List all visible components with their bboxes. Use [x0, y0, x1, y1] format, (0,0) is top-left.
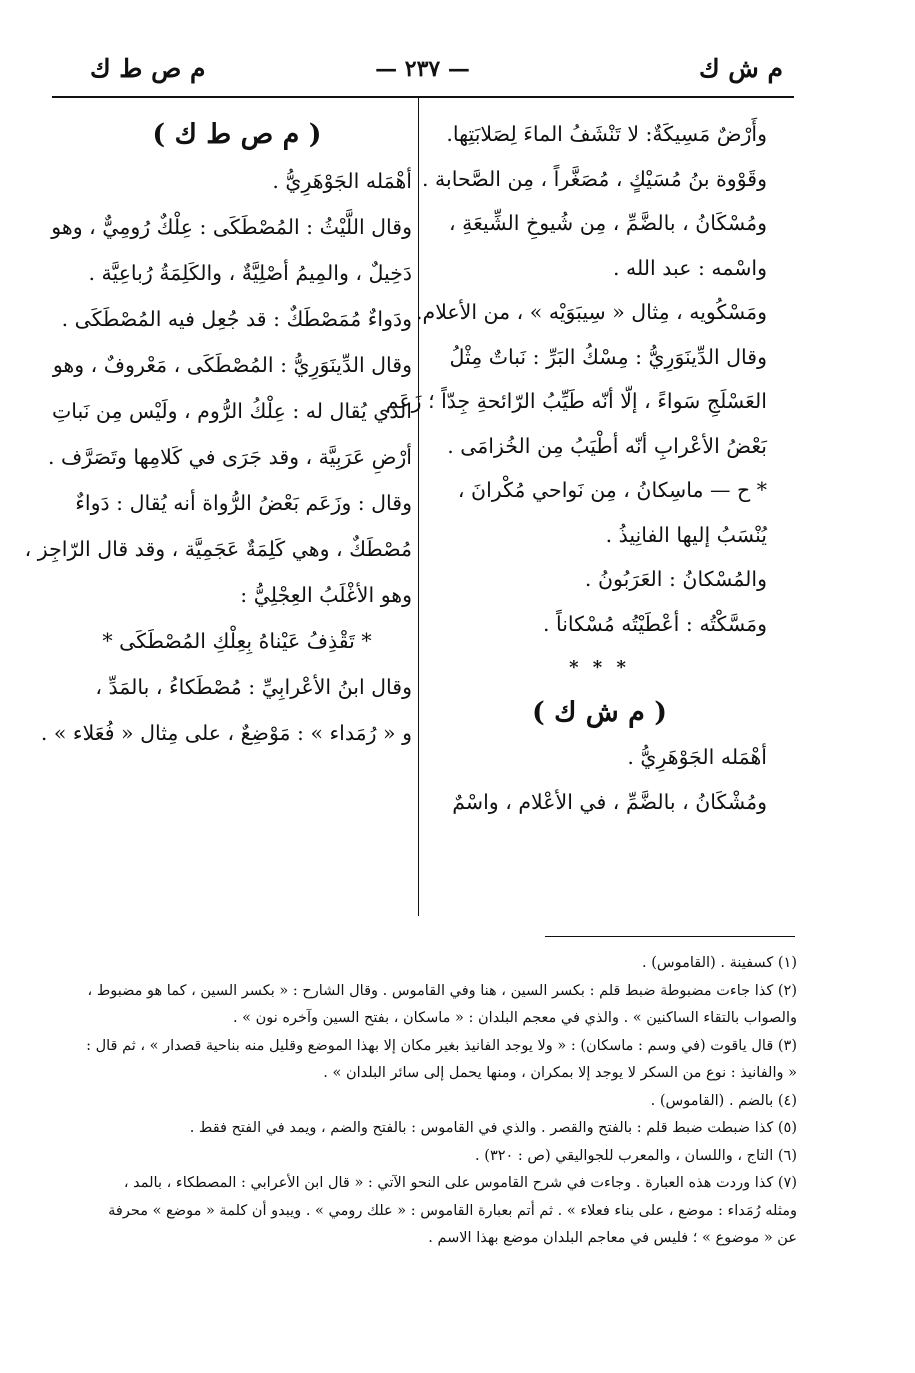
footnote-line: (١) كسفينة . (القاموس) .	[642, 955, 797, 971]
footnote-line: (٦) التاج ، واللسان ، والمعرب للجواليقي (ص : ٣٢٠) .	[475, 1147, 797, 1164]
footnote-line: « والفانيذ : نوع من السكر لا يوجد إلا بمكران ، ومنها يحمل إلى سائر البلدان » .	[323, 1065, 797, 1081]
footnote-line: (٧) كذا وردت هذه العبارة . وجاءت في شرح القاموس على النحو الآتي : « قال ابن الأعرابي : المصطكاء ، بالمد ،	[123, 1175, 797, 1191]
text-line: دَخِيلٌ ، والمِيمُ أصْلِيَّةٌ ، والكَلِمَةُ رُباعِيَّة .	[88, 261, 412, 285]
footnote-line: (٢) كذا جاءت مضبوطة ضبط قلم : بكسر السين ، هنا وفي القاموس . وقال الشارح : « بكسر السين ، كما هو مضبوط ،	[87, 982, 797, 999]
text-line: بَعْضُ الأعْرابِ أنّه أطْيَبُ مِن الخُزامَى .	[447, 433, 767, 458]
text-line: وقال ابنُ الأعْرابِيِّ : مُصْطَكاءُ ، بالمَدِّ ،	[95, 675, 412, 699]
entry-heading: ( م ص ط ك )	[152, 119, 322, 150]
text-line: ومَسْكُويه ، مِثال « سِيبَوَيْه » ، من الأعلام.	[415, 300, 767, 324]
text-line: أهْمَله الجَوْهَرِيُّ .	[627, 745, 767, 769]
text-line: مُصْطَكٌ ، وهي كَلِمَةٌ عَجَمِيَّة ، وقد قال الرّاجِز ،	[24, 537, 412, 561]
text-line: وقَوْوة بنُ مُسَيْكٍ ، مُصَغَّراً ، مِن الصَّحابة .	[422, 166, 767, 191]
header-root-right: م ش ك	[698, 54, 783, 83]
text-line: يُنْسَبُ إليها الفانِيذُ .	[605, 522, 767, 547]
verse-line: * تَقْذِفُ عَيْناهُ بِعِلْكِ المُصْطَكَى *	[102, 629, 372, 653]
text-line: الذي يُقال له : عِلْكُ الرُّوم ، ولَيْس مِن نَباتِ	[51, 399, 412, 423]
text-line: والمُسْكانُ : العَرَبُونُ .	[584, 567, 767, 591]
footnote-line: ومثله رُمَداء : موضع ، على بناء فعلاء » . ثم أتم بعبارة القاموس : « علك رومي » . ويبدو أن كلمة « موضع » محرفة	[108, 1202, 797, 1219]
left-column	[24, 112, 412, 756]
text-line: وقال اللَّيْثُ : المُصْطَكَى : عِلْكٌ رُومِيٌّ ، وهو	[51, 215, 412, 239]
footnote-line: والصواب بالتقاء الساكنين » . والذي في معجم البلدان : « ماسكان ، بفتح السين وآخره نون » .	[232, 1010, 797, 1026]
text-line: أرْضِ عَرَبِيَّة ، وقد جَرَى في كَلامِها وتَصَرَّف .	[47, 445, 412, 469]
footnotes	[52, 950, 797, 1253]
section-separator: * * *	[569, 657, 630, 678]
text-line: و « رُمَداء » : مَوْضِعٌ ، على مِثال « فُعَلاء » .	[40, 721, 412, 745]
text-line: واسْمه : عبد الله .	[612, 255, 767, 280]
text-line: وقال : وزَعَم بَعْضُ الرُّواة أنه يُقال : دَواءٌ	[75, 491, 412, 515]
footnote-rule	[545, 936, 795, 937]
text-line: وقال الدِّينَوَرِيُّ : المُصْطَكَى ، مَعْروفٌ ، وهو	[52, 353, 412, 377]
right-column	[385, 112, 767, 824]
text-line: ومُشْكَانُ ، بالضَّمِّ ، في الأعْلام ، واسْمٌ	[452, 789, 767, 814]
text-line: ومَسَّكْتُه : أعْطَيْتُه مُسْكاناً .	[542, 611, 767, 636]
text-line: ودَواءٌ مُمَصْطَكٌ : قد جُعِل فيه المُصْطَكَى .	[61, 307, 412, 331]
header-root-left: م ص ط ك	[90, 54, 206, 83]
text-line: وقال الدِّينَوَرِيُّ : مِسْكُ البَرِّ : نَباتٌ مِثْلُ	[449, 344, 767, 369]
text-line: * ح — ماسِكانُ ، مِن نَواحي مُكْرانَ ،	[457, 478, 767, 502]
footnote-line: (٥) كذا ضبطت ضبط قلم : بالفتح والقصر . والذي في القاموس : بالفتح والضم ، ويمد في الفتح فقط .	[189, 1120, 797, 1136]
text-line: ومُسْكَانُ ، بالضَّمِّ ، مِن شُيوخِ الشِّيعَةِ ،	[449, 211, 767, 235]
text-line: العَسْلَجِ سَواءً ، إلّا أنّه طَيِّبُ الرّائحةِ جِدّاً ؛ زَعَم	[385, 389, 767, 413]
footnote-line: (٣) قال ياقوت (في وسم : ماسكان) : « ولا يوجد الفانيذ بغير مكان إلا بهذا الموضع وقليل منه بناحية قصدار » ، ثم قال :	[86, 1037, 797, 1054]
column-divider	[418, 98, 419, 916]
page-header	[50, 52, 795, 92]
footnote-line: عن « موضوع » ؛ فليس في معاجم البلدان موضع بهذا الاسم .	[428, 1230, 797, 1246]
header-rule	[52, 96, 794, 98]
footnote-line: (٤) بالضم . (القاموس) .	[650, 1092, 797, 1109]
text-line: وأَرْضٌ مَسِيكَةٌ: لا تَنْشَفُ الماءَ لِصَلابَتِها.	[446, 122, 767, 146]
page-number: — ٢٣٧ —	[375, 56, 470, 82]
text-line: أهْمَله الجَوْهَرِيُّ .	[272, 169, 412, 193]
text-line: وهو الأغْلَبُ العِجْلِيُّ :	[240, 583, 412, 607]
entry-heading: ( م ش ك )	[531, 696, 668, 728]
